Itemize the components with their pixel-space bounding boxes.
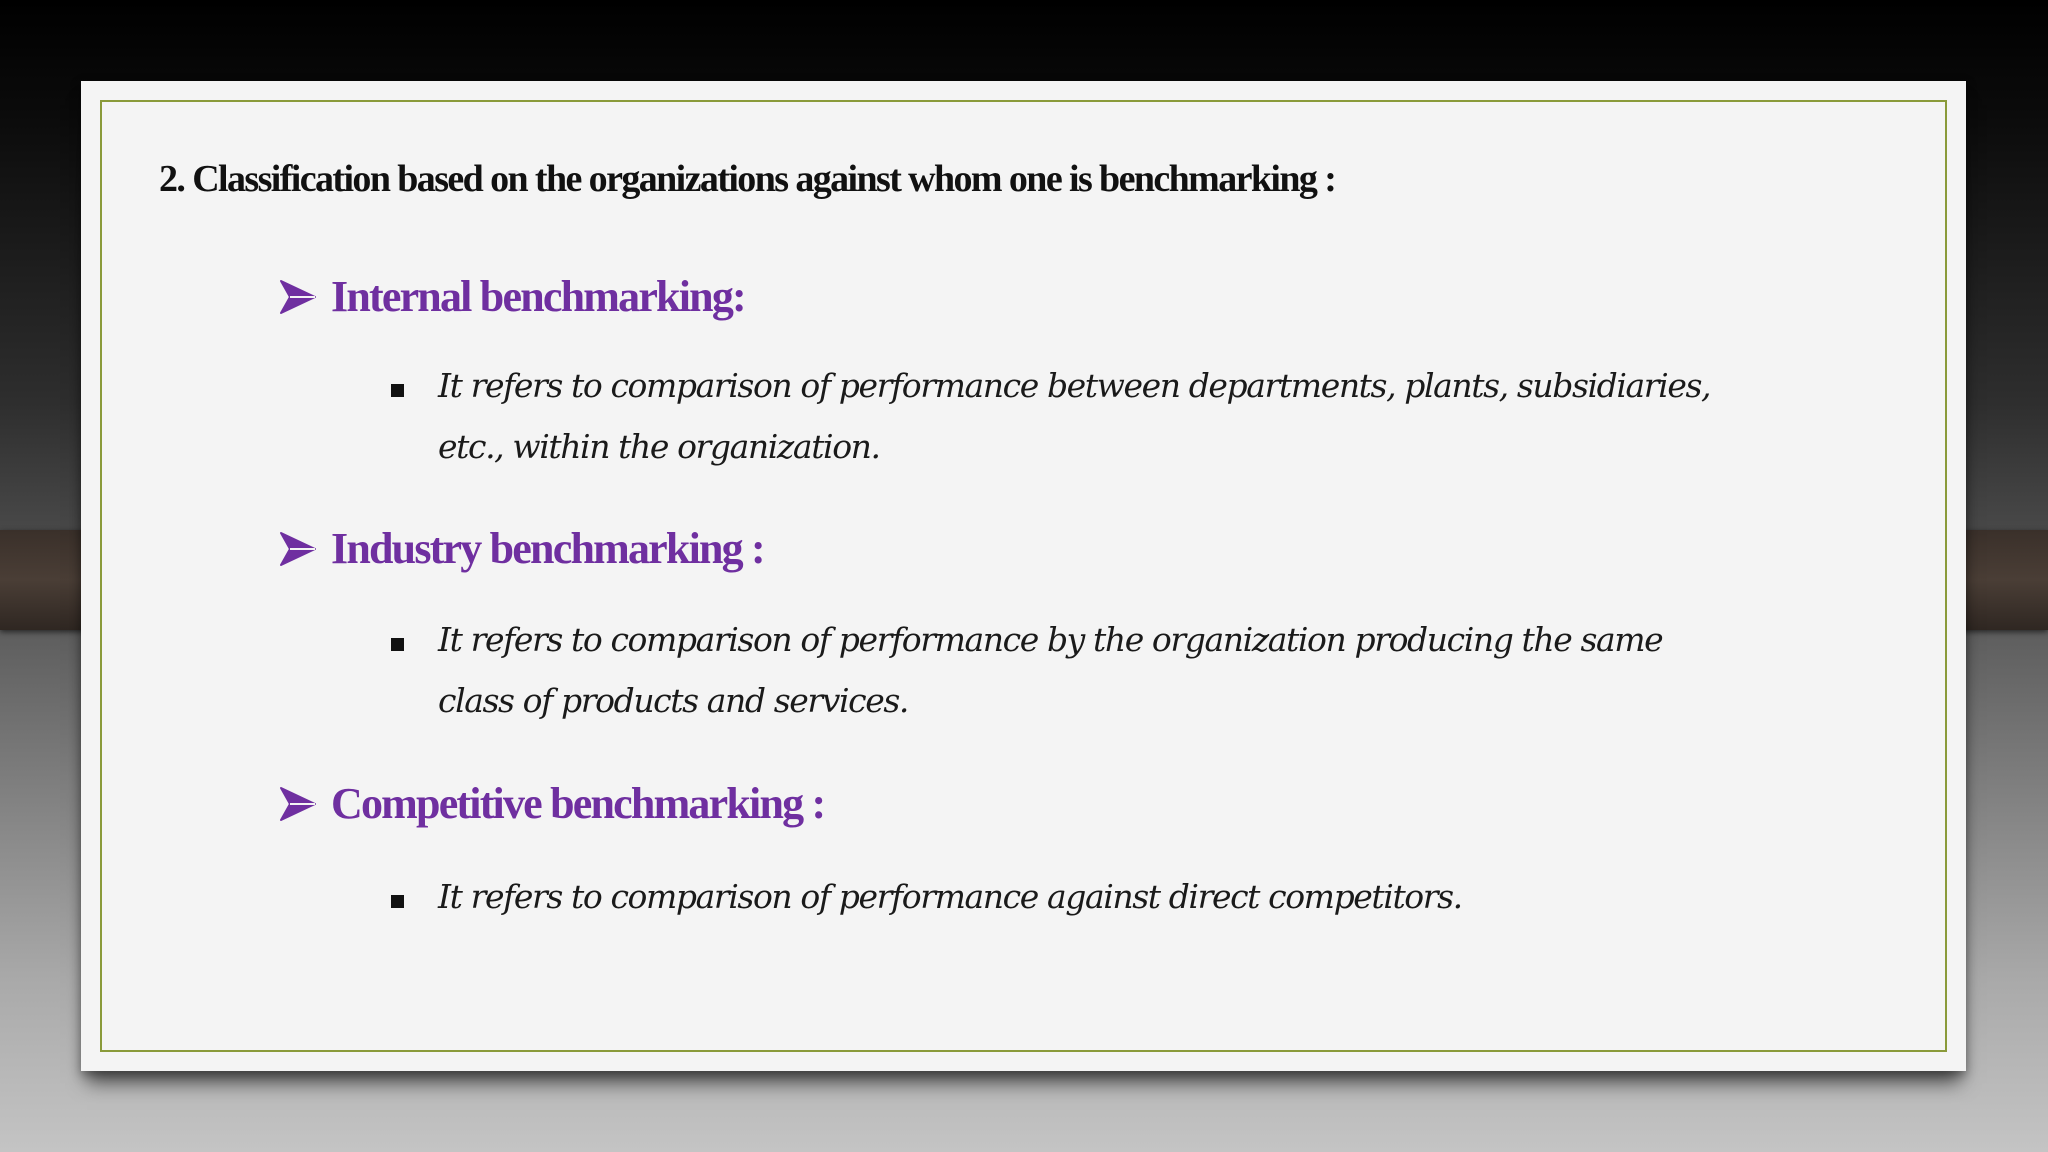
list-item bbox=[391, 619, 1738, 731]
section-label: Competitive benchmarking : bbox=[331, 779, 825, 828]
arrow-right-icon bbox=[277, 528, 319, 570]
list-item bbox=[391, 876, 1738, 927]
bullet-text: It refers to comparison of performance by the organization producing the same class of products and services. bbox=[438, 620, 1663, 720]
bullet-text: It refers to comparison of performance against direct competitors. bbox=[438, 877, 1462, 916]
bullet-text: It refers to comparison of performance between departments, plants, subsidiaries, etc., within the organization. bbox=[438, 366, 1711, 466]
square-bullet-icon bbox=[391, 638, 404, 651]
section-label: Industry benchmarking : bbox=[331, 524, 764, 573]
square-bullet-icon bbox=[391, 384, 404, 397]
section-title-internal bbox=[277, 271, 745, 322]
section-title-competitive bbox=[277, 778, 824, 829]
list-item bbox=[391, 365, 1738, 477]
slide-heading: 2. Classification based on the organizations against whom one is benchmarking : bbox=[159, 158, 1336, 200]
section-label: Internal benchmarking: bbox=[331, 272, 745, 321]
section-title-industry bbox=[277, 523, 764, 574]
arrow-right-icon bbox=[277, 276, 319, 318]
square-bullet-icon bbox=[391, 895, 404, 908]
arrow-right-icon bbox=[277, 783, 319, 825]
slide bbox=[81, 81, 1966, 1071]
